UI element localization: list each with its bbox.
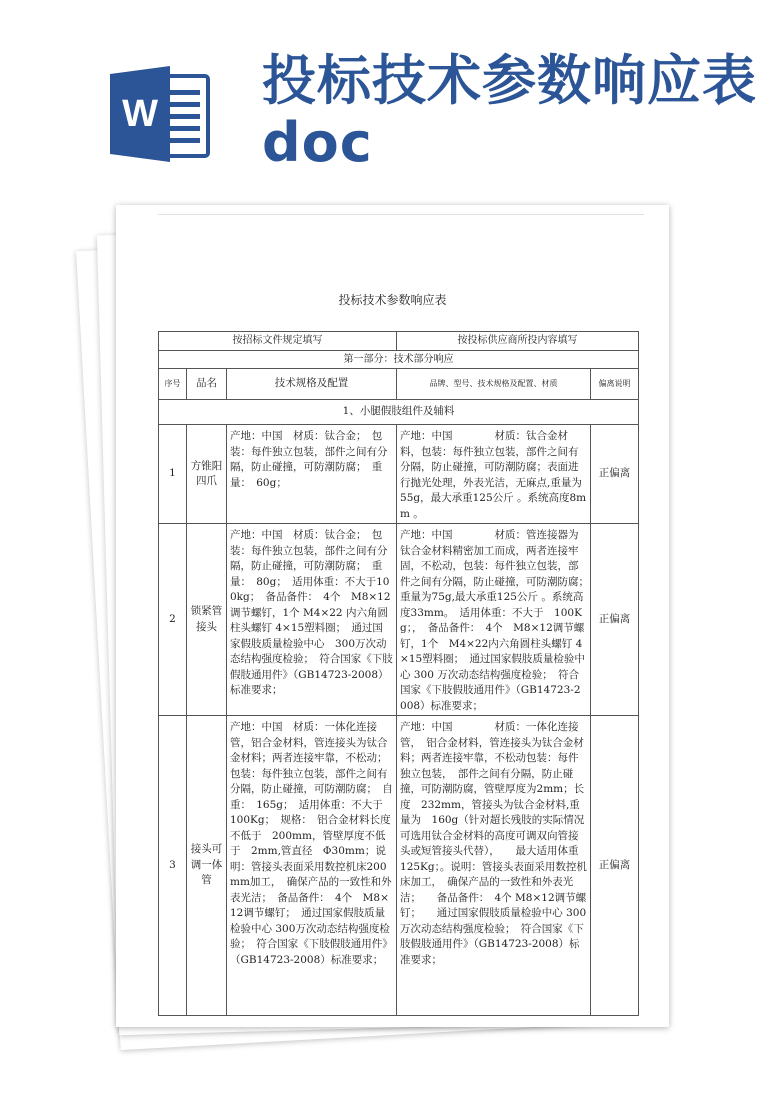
section-row [159,350,639,369]
table-header-row [159,332,639,351]
category-row [159,400,639,425]
row-spec: 产地：中国 材质：钛合金； 包装：每件独立包装，部件之间有分隔，防止碰撞，可防潮防腐； 重量： 80g； 适用体重：不大于100kg； 备品备件： 4个 M8×12调节螺钉，1个 M4×22 内六角圆柱头螺钉 4×15塑料圈； 通过国家假肢质量检验中心 300万次动态结构强度检验； 符合国家《下肢假肢通用件》（GB14723-2008）标准要求； [227,524,397,716]
col-spec: 技术规格及配置 [227,369,397,400]
row-index: 1 [159,425,187,524]
header-rule [158,214,644,215]
row-name: 接头可调一体管 [187,716,227,1016]
row-offer: 产地：中国 材质：管连接器为钛合金材料精密加工而成，两者连接牢固，不松动，包装：每件独立包装，部件之间有分隔，防止碰撞，可防潮防腐； 重量为75g,最大承重125公斤 。系统高度33mm。 适用体重：不大于 100Kg；， 备品备件： 4个 M8×12调节螺钉，1个 M4×22内六角圆柱头螺钉 4×15塑料圈； 通过国家假肢质量检验中心 300 万次动态结构强度检验； 符合国家《下肢假肢通用件》（GB14723-2008）标准要求； [397,524,591,716]
document-page [116,205,669,1027]
row-spec: 产地：中国 材质：钛合金； 包装：每件独立包装，部件之间有分隔，防止碰撞，可防潮防腐； 重量： 60g； [227,425,397,524]
row-offer: 产地：中国 材质：一体化连接管， 铝合金材料，管连接头为钛合金材料；两者连接牢靠，不松动包装：每件独立包装， 部件之间有分隔，防止碰撞，可防潮防腐，管壁厚度为2mm；长度 232mm，管接头为钛合金材料,重量为 160g（针对超长残肢的实际情况可选用钛合金材料的高度可调双向管接头或短管接头代替）， 最大适用体重 125Kg；。说明：管接头表面采用数控机床加工， 确保产品的一致性和外表光洁； 备品备件： 4个 M8×12调节螺钉； 通过国家假肢质量检验中心 300 万次动态结构强度检验； 符合国家《下肢假肢通用件》（GB14723-2008）标准要求； [397,716,591,1016]
col-offer: 品牌、型号、技术规格及配置、材质 [397,369,591,400]
row-spec: 产地：中国 材质：一体化连接管，铝合金材料，管连接头为钛合金材料；两者连接牢靠，不松动； 包装：每件独立包装，部件之间有分隔，防止碰撞，可防潮防腐； 自重： 165g； 适用体重：不大于 100Kg； 规格： 铝合金材料长度不低于 200mm，管壁厚度不低于 2mm,管直径 Φ30mm；说明：管接头表面采用数控机床200mm加工， 确保产品的一致性和外表光洁； 备品备件： 4个 M8×12调节螺钉； 通过国家假肢质量检验中心 300万次动态结构强度检验； 符合国家《下肢假肢通用件》（GB14723-2008）标准要求； [227,716,397,1016]
row-index: 3 [159,716,187,1016]
response-table [158,331,639,1016]
column-header-row [159,369,639,400]
row-offer: 产地：中国 材质：钛合金材料，包装：每件独立包装，部件之间有分隔，防止碰撞，可防潮防腐；表面进行抛光处理，外表光洁，无麻点,重量为55g，最大承重125公斤 。系统高度8mm 。 [397,425,591,524]
row-deviation: 正偏离 [591,425,639,524]
document-title: 投标技术参数响应表 [338,293,447,307]
header-right-cell: 按投标供应商所投内容填写 [397,332,639,351]
col-deviation: 偏离说明 [591,369,639,400]
row-deviation: 正偏离 [591,524,639,716]
row-deviation: 正偏离 [591,716,639,1016]
section-label: 第一部分：技术部分响应 [159,350,639,369]
word-document-icon [108,66,214,162]
row-name: 方锥阳四爪 [187,425,227,524]
col-index: 序号 [159,369,187,400]
table-row [159,524,639,716]
col-name: 品名 [187,369,227,400]
svg-text:W: W [122,93,158,135]
table-row [159,425,639,524]
banner-title: 投标技术参数响应表doc [262,49,757,174]
table-row [159,716,639,1016]
row-name: 锁紧管接头 [187,524,227,716]
category-label: 1、小腿假肢组件及辅料 [159,400,639,425]
row-index: 2 [159,524,187,716]
header-left-cell: 按招标文件规定填写 [159,332,397,351]
